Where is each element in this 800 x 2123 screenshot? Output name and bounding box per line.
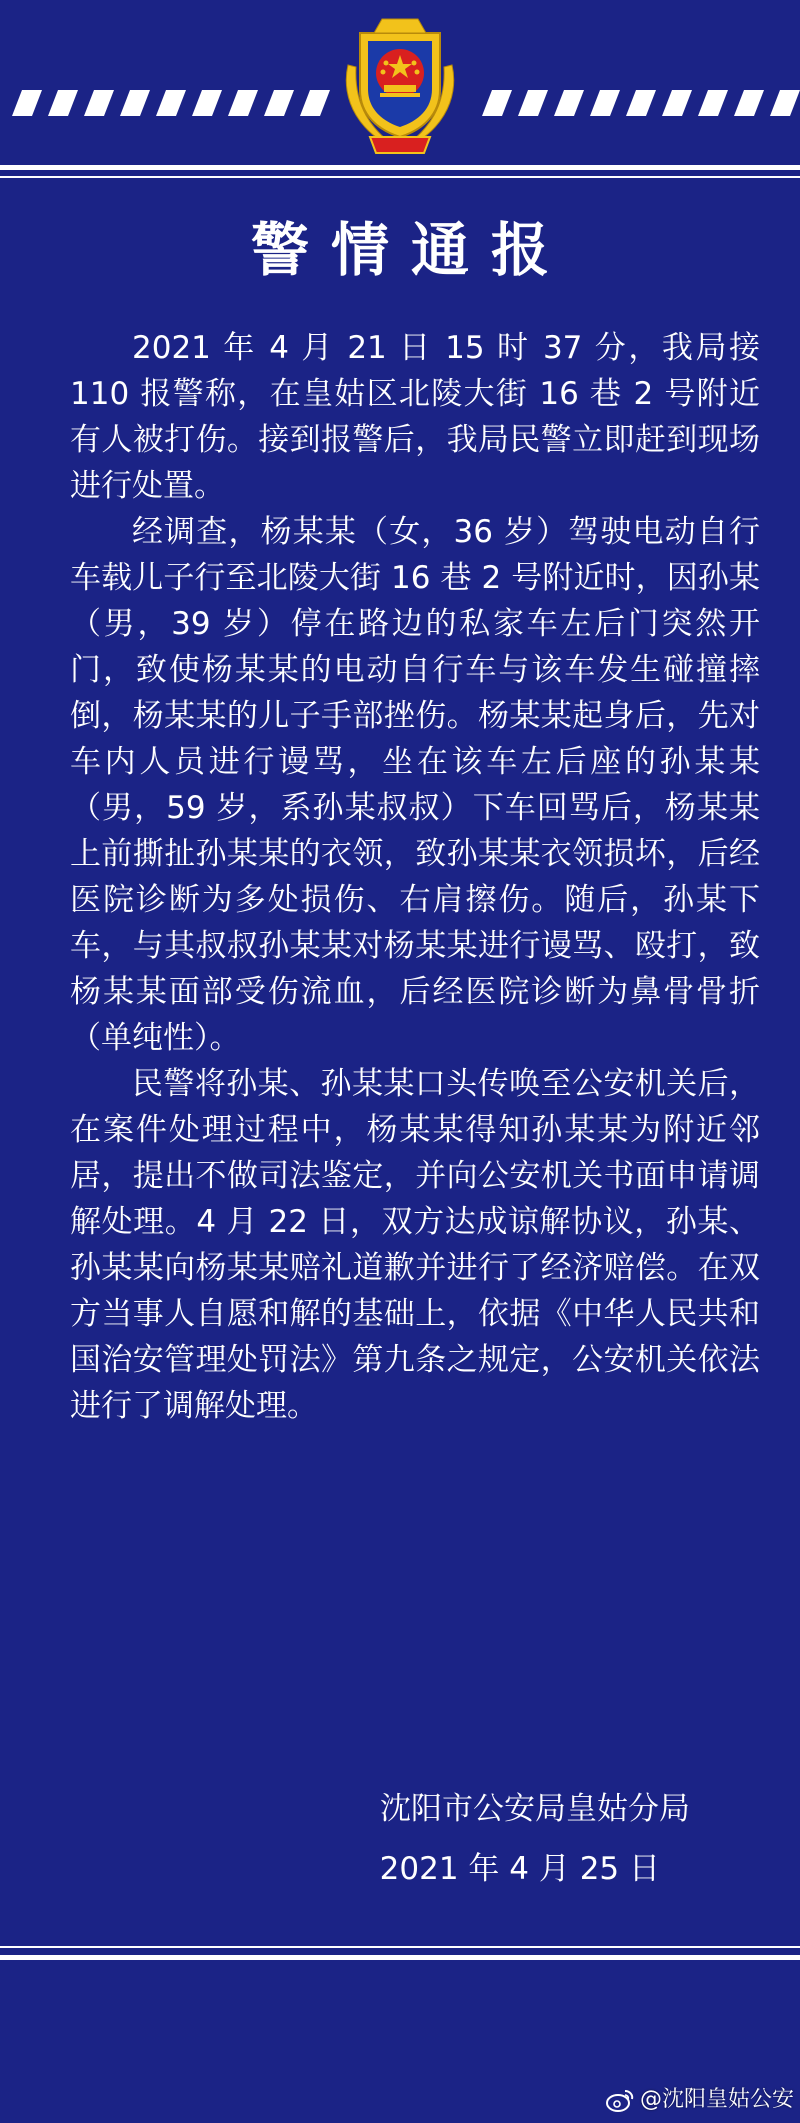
header-banner (0, 0, 800, 170)
weibo-icon (606, 2088, 634, 2112)
police-emblem-icon (330, 5, 470, 160)
organization-name: 沈阳市公安局皇姑分局 (380, 1791, 690, 1827)
header-stripe (554, 90, 584, 116)
issue-date: 2021 年 4 月 25 日 (379, 1851, 660, 1887)
header-stripe (626, 90, 656, 116)
paragraph-incident-report: 2021 年 4 月 21 日 15 时 37 分，我局接 110 报警称，在皇姑区北陵大街 16 巷 2 号附近有人被打伤。接到报警后，我局民警立即赶到现场进行处置。 (70, 330, 760, 504)
header-stripe (698, 90, 728, 116)
weibo-watermark (606, 2085, 794, 2115)
header-stripe (300, 90, 330, 116)
header-stripe (192, 90, 222, 116)
header-stripe (518, 90, 548, 116)
header-stripe (84, 90, 114, 116)
paragraph-resolution: 民警将孙某、孙某某口头传唤至公安机关后，在案件处理过程中，杨某某得知孙某某为附近邻居，提出不做司法鉴定，并向公安机关书面申请调解处理。4 月 22 日，双方达成谅解协议，孙某、孙某某向杨某某赔礼道歉并进行了经济赔偿。在双方当事人自愿和解的基础上，依据《中华人民共和国治安管理处罚法》第九条之规定，公安机关依法进行了调解处理。 (70, 1066, 760, 1424)
header-stripe (120, 90, 150, 116)
header-stripe (12, 90, 42, 116)
header-divider-thin (0, 176, 800, 178)
header-stripe (662, 90, 692, 116)
header-stripe (228, 90, 258, 116)
footer-divider-thick (0, 1955, 800, 1960)
header-stripe (734, 90, 764, 116)
header-stripe (48, 90, 78, 116)
notice-body (70, 325, 760, 1429)
header-stripe (482, 90, 512, 116)
paragraph-investigation: 经调查，杨某某（女，36 岁）驾驶电动自行车载儿子行至北陵大街 16 巷 2 号附近时，因孙某（男，39 岁）停在路边的私家车左后门突然开门，致使杨某某的电动自行车与该车发生碰撞摔倒，杨某某的儿子手部挫伤。杨某某起身后，先对车内人员进行谩骂，坐在该车左后座的孙某某（男，59 岁，系孙某叔叔）下车回骂后，杨某某上前撕扯孙某某的衣领，致孙某某衣领损坏，后经医院诊断为多处损伤、右肩擦伤。随后，孙某下车，与其叔叔孙某某对杨某某进行谩骂、殴打，致杨某某面部受伤流血，后经医院诊断为鼻骨骨折（单纯性）。 (70, 514, 760, 1056)
page-title: 警情通报 (250, 216, 571, 284)
header-stripe (264, 90, 294, 116)
watermark-text: @沈阳皇姑公安 (639, 2087, 794, 2112)
header-stripe (770, 90, 800, 116)
header-stripe (156, 90, 186, 116)
right-stripes-decoration (470, 88, 800, 118)
header-stripe (590, 90, 620, 116)
header-divider-thick (0, 165, 800, 170)
footer-divider-thin (0, 1946, 800, 1948)
left-stripes-decoration (0, 88, 330, 118)
